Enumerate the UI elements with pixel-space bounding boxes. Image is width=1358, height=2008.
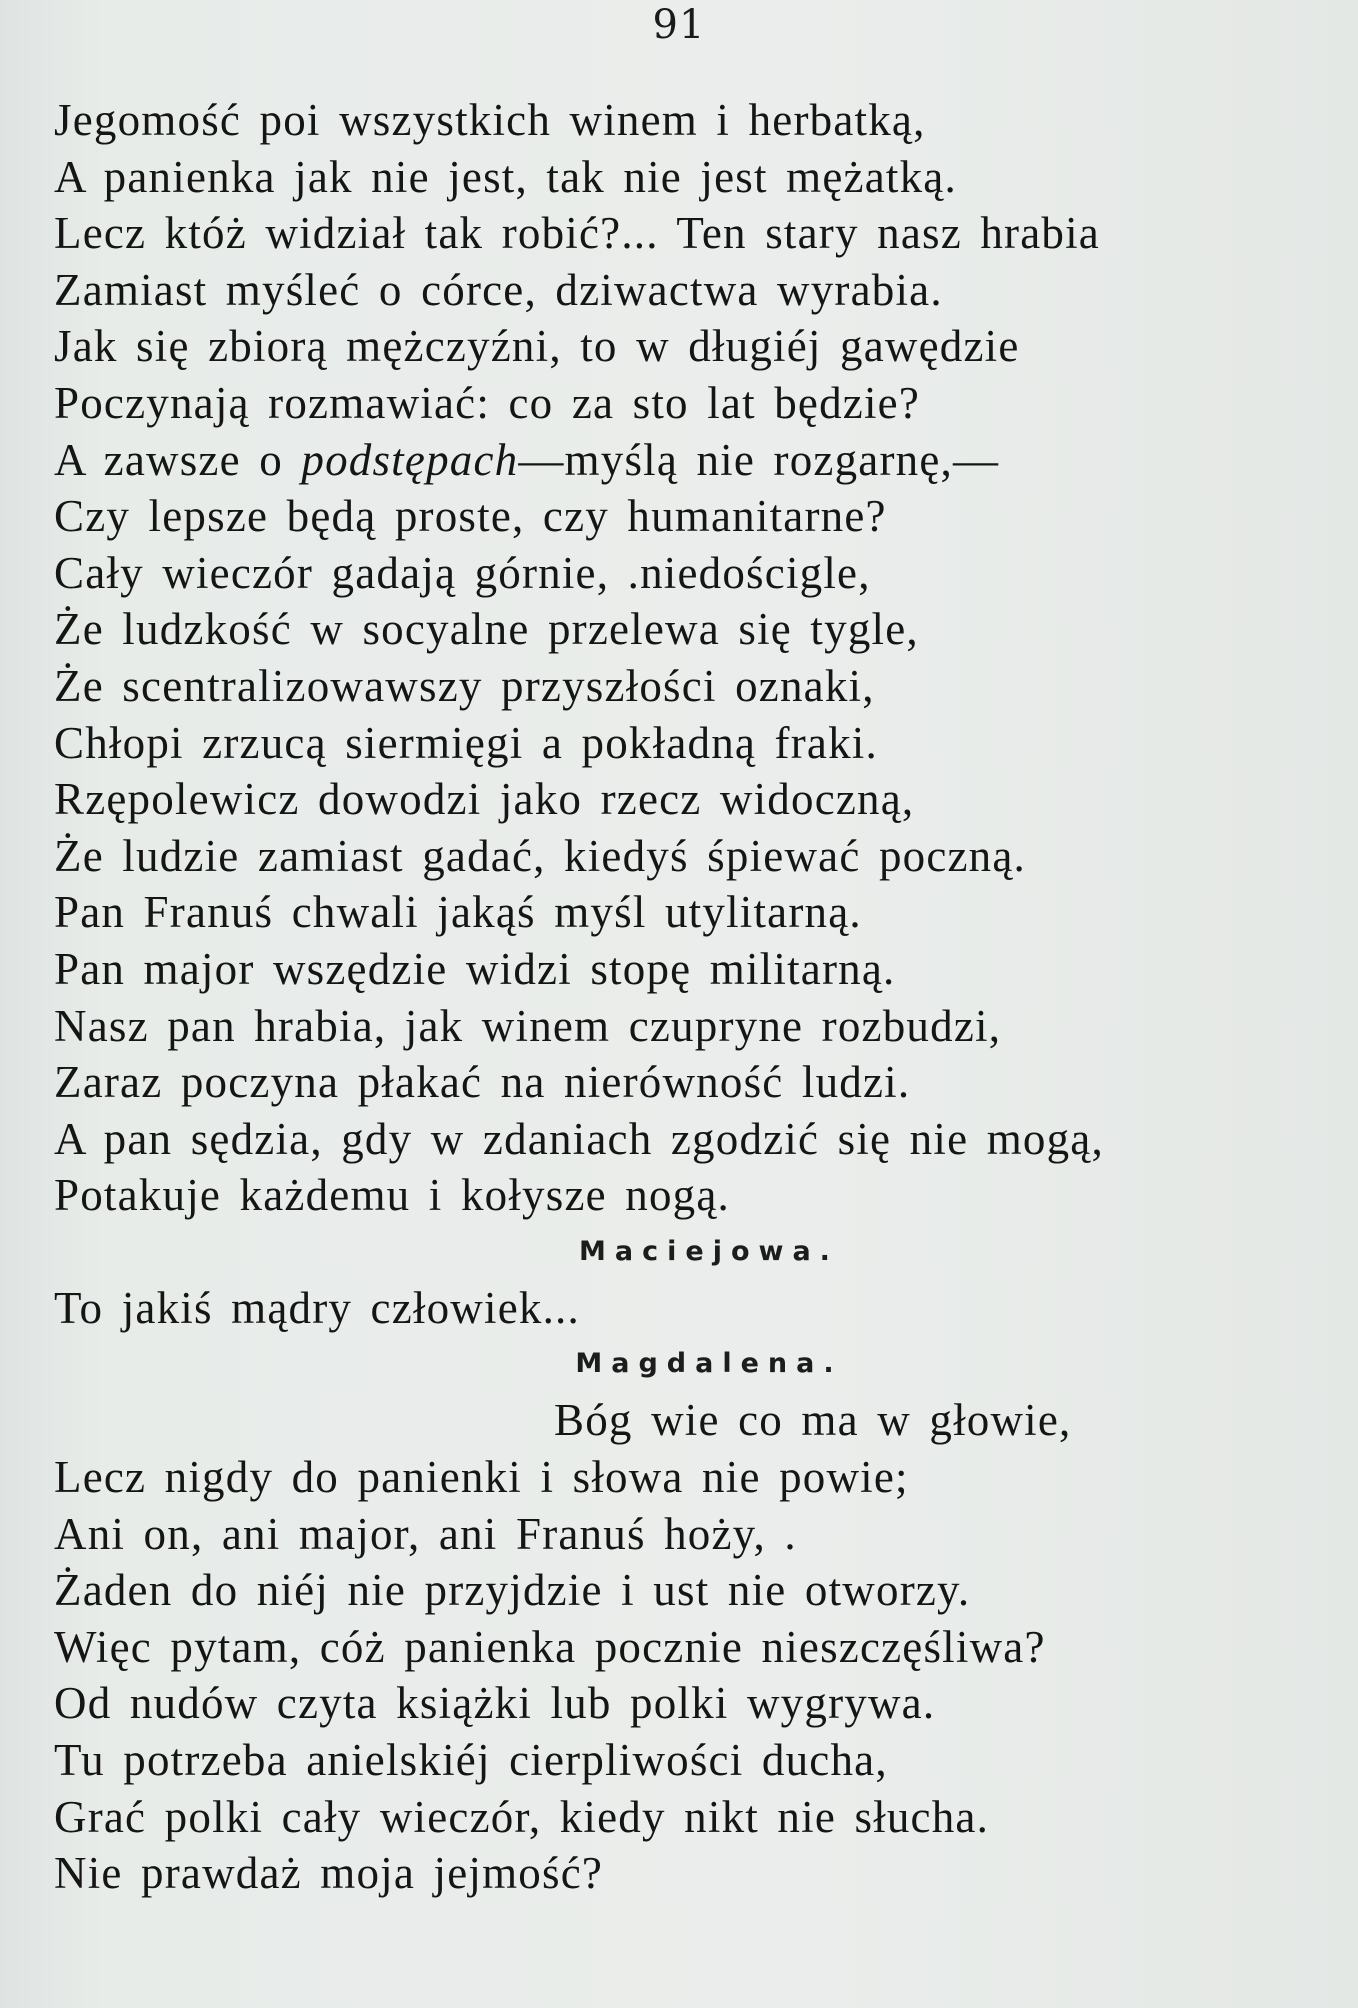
verse-line: Zamiast myśleć o córce, dziwactwa wyrabia. <box>54 264 943 315</box>
verse-line-with-italic <box>54 432 1324 489</box>
verse-line: Że scentralizowawszy przyszłości oznaki, <box>54 660 875 711</box>
verse-line: Więc pytam, cóż panienka pocznie nieszczęśliwa? <box>54 1621 1046 1672</box>
verse-line: Że ludzie zamiast gadać, kiedyś śpiewać poczną. <box>54 830 1027 881</box>
speaker-name-magdalena: Magdalena. <box>575 1348 843 1380</box>
verse-line: Od nudów czyta książki lub polki wygrywa. <box>54 1678 936 1729</box>
italic-word: podstępach <box>301 434 519 485</box>
verse-line: Tu potrzeba anielskiéj cierpliwości ducha, <box>54 1735 888 1786</box>
verse-line: Lecz nigdy do panienki i słowa nie powie; <box>54 1452 909 1503</box>
verse-line: Ani on, ani major, ani Franuś hoży, . <box>54 1508 797 1559</box>
verse-line-indented: Bóg wie co ma w głowie, <box>554 1395 1072 1446</box>
verse-line: Czy lepsze będą proste, czy humanitarne? <box>54 491 887 542</box>
verse-line: Zaraz poczyna płakać na nierówność ludzi. <box>54 1057 911 1108</box>
verse-line: To jakiś mądry człowiek... <box>54 1282 580 1333</box>
verse-line: Żaden do niéj nie przyjdzie i ust nie otworzy. <box>54 1565 971 1616</box>
verse-fragment: A zawsze o <box>54 434 302 485</box>
verse-fragment: —myślą nie rozgarnę,— <box>518 434 1000 485</box>
verse-line: Grać polki cały wieczór, kiedy nikt nie słucha. <box>54 1791 990 1842</box>
verse-line: Nie prawdaż moja jejmość? <box>54 1848 604 1899</box>
verse-line: Jak się zbiorą mężczyźni, to w długiéj gawędzie <box>54 321 1020 372</box>
verse-line: Poczynają rozmawiać: co za sto lat będzie? <box>54 377 921 428</box>
verse-text <box>54 92 1324 1902</box>
verse-line: Chłopi zrzucą siermięgi a pokładną fraki. <box>54 717 878 768</box>
verse-line: Jegomość poi wszystkich winem i herbatką, <box>54 95 926 145</box>
verse-line: Pan Franuś chwali jakąś myśl utylitarną. <box>54 887 862 938</box>
speaker-name-maciejowa: Maciejowa. <box>579 1235 839 1267</box>
verse-line: A panienka jak nie jest, tak nie jest mężatką. <box>54 151 957 202</box>
verse-line: Że ludzkość w socyalne przelewa się tygle, <box>54 604 919 655</box>
verse-line: Potakuje każdemu i kołysze nogą. <box>54 1170 730 1221</box>
verse-line: Lecz któż widział tak robić?... Ten stary nasz hrabia <box>54 208 1100 259</box>
verse-line: Cały wieczór gadają górnie, .niedościgle, <box>54 547 871 598</box>
verse-line: Nasz pan hrabia, jak winem czupryne rozbudzi, <box>54 1000 1002 1051</box>
verse-line: Rzępolewicz dowodzi jako rzecz widoczną, <box>54 774 915 825</box>
verse-line: Pan major wszędzie widzi stopę militarną. <box>54 943 896 994</box>
verse-line: A pan sędzia, gdy w zdaniach zgodzić się nie mogą, <box>54 1113 1104 1164</box>
page-number: 91 <box>652 2 706 48</box>
